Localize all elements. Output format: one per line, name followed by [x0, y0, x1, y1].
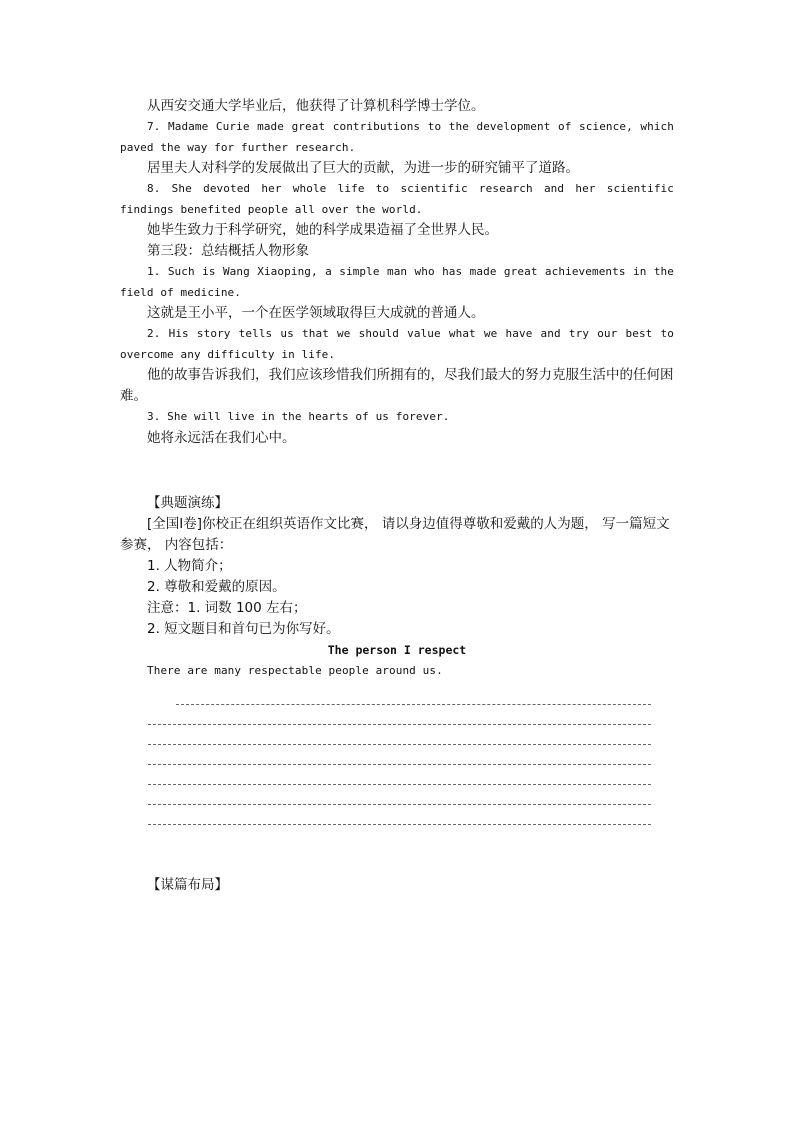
practice-note-2: 2. 短文题目和首句已为你写好。 — [147, 620, 340, 637]
practice-item-1: 1. 人物简介； — [147, 557, 232, 574]
practice-heading: 【典题演练】 — [147, 494, 228, 511]
practice-note-1: 注意：1. 词数 100 左右； — [147, 599, 307, 616]
writing-line[interactable] — [176, 685, 651, 705]
writing-line[interactable] — [148, 785, 651, 805]
writing-line[interactable] — [148, 805, 651, 825]
cn-summary-1: 这就是王小平，一个在医学领域取得巨大成就的普通人。 — [147, 305, 485, 321]
section-heading-3: 第三段：总结概括人物形象 — [147, 243, 309, 259]
writing-line[interactable] — [148, 725, 651, 745]
document-page — [120, 96, 674, 896]
cn-summary-3: 她将永远活在我们心中。 — [147, 429, 296, 446]
writing-line[interactable] — [148, 745, 651, 765]
en-sentence-7: 7. Madame Curie made great contributions to the development of science, which paved the way for further research. — [120, 120, 674, 154]
practice-prompt: [全国Ⅰ卷]你校正在组织英语作文比赛， 请以身边值得尊敬和爱戴的人为题， 写一篇短文参赛， 内容包括： — [120, 515, 670, 553]
spacer — [120, 449, 674, 493]
writing-line[interactable] — [148, 765, 651, 785]
writing-line[interactable] — [148, 705, 651, 725]
layout-heading: 【谋篇布局】 — [147, 877, 228, 893]
essay-first-sentence: There are many respectable people around us. — [147, 663, 443, 677]
writing-lines — [120, 685, 674, 825]
en-sentence-8: 8. She devoted her whole life to scientific research and her scientific findings benefited people all over the world. — [120, 182, 674, 216]
cn-sentence: 从西安交通大学毕业后，他获得了计算机科学博士学位。 — [147, 98, 485, 114]
practice-item-2: 2. 尊敬和爱戴的原因。 — [147, 578, 286, 595]
en-summary-2: 2. His story tells us that we should value what we have and try our best to overcome any difficulty in life. — [120, 327, 674, 361]
en-summary-3: 3. She will live in the hearts of us forever. — [147, 410, 450, 423]
spacer — [120, 825, 674, 875]
cn-sentence-8: 她毕生致力于科学研究，她的科学成果造福了全世界人民。 — [147, 222, 498, 238]
essay-title: The person I respect — [327, 642, 467, 657]
en-summary-1: 1. Such is Wang Xiaoping, a simple man who has made great achievements in the field of medicine. — [120, 265, 674, 299]
cn-sentence-7: 居里夫人对科学的发展做出了巨大的贡献，为进一步的研究铺平了道路。 — [147, 160, 579, 176]
cn-summary-2: 他的故事告诉我们，我们应该珍惜我们所拥有的，尽我们最大的努力克服生活中的任何困难。 — [120, 367, 674, 404]
